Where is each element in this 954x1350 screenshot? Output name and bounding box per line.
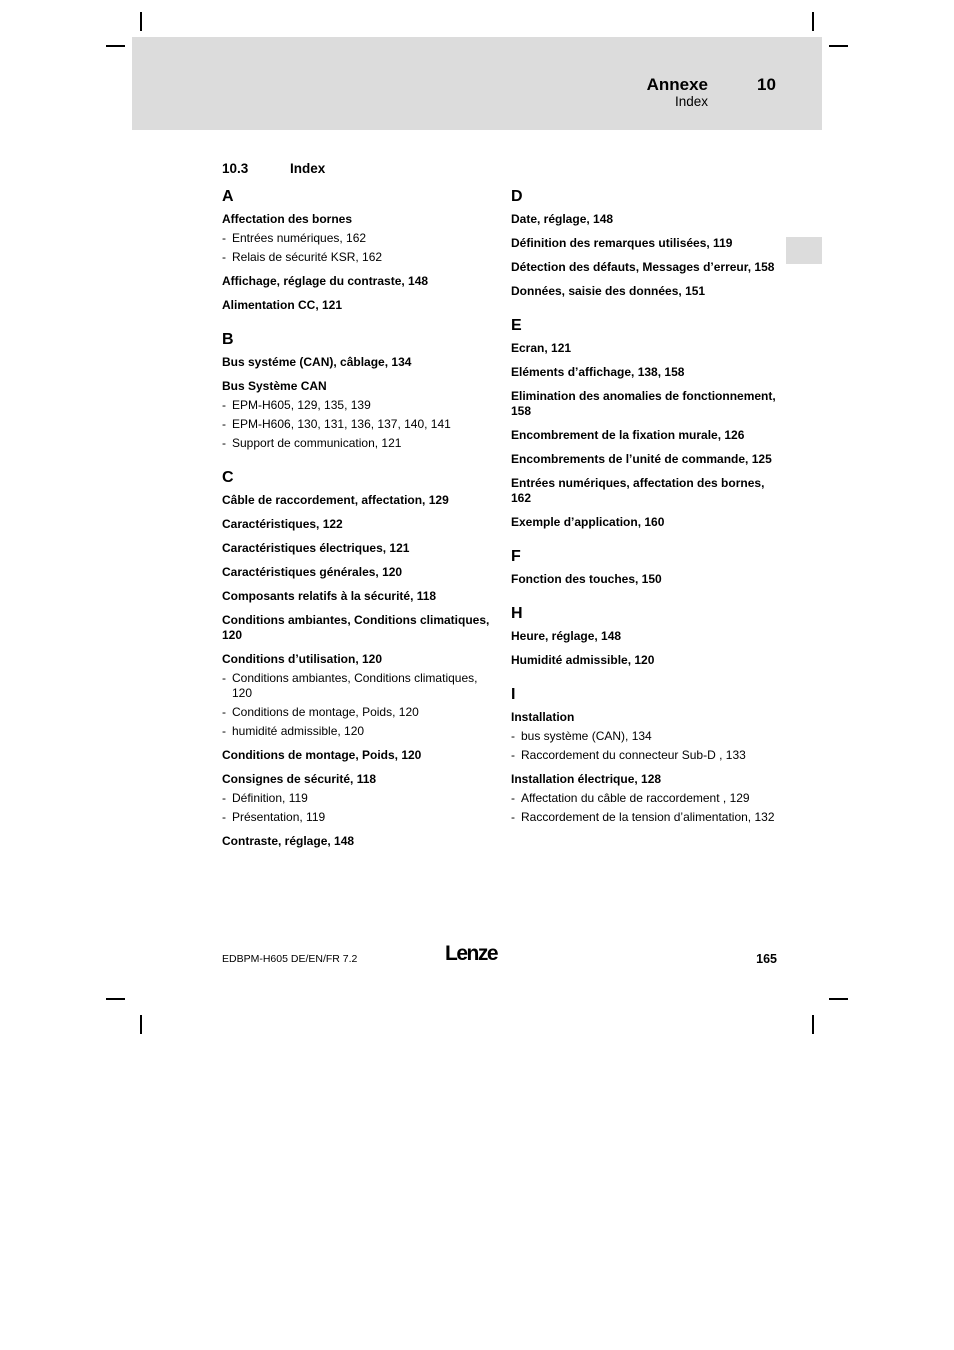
index-letter-heading: E bbox=[511, 317, 522, 334]
index-entry: Affectation des bornes bbox=[222, 212, 353, 226]
index-subentry: - EPM-H605, 129, 135, 139 bbox=[222, 398, 494, 413]
index-letter-heading: F bbox=[511, 548, 521, 565]
section-title: Index bbox=[290, 161, 326, 176]
index-entry: Composants relatifs à la sécurité, 118 bbox=[222, 589, 437, 603]
chapter-side-tab bbox=[786, 237, 822, 264]
index-letter-heading: B bbox=[222, 331, 234, 348]
crop-mark-bottom-left-horizontal bbox=[106, 998, 125, 1000]
index-entry: Entrées numériques, affectation des bornes, 162 bbox=[511, 476, 765, 505]
index-letter-heading: C bbox=[222, 469, 234, 486]
header-band bbox=[132, 37, 822, 130]
index-entry: Définition des remarques utilisées, 119 bbox=[511, 236, 733, 250]
index-subentry: - humidité admissible, 120 bbox=[222, 724, 494, 739]
crop-mark-top-right-horizontal bbox=[829, 45, 848, 47]
index-entry: Elimination des anomalies de fonctionnement, 158 bbox=[511, 389, 776, 418]
index-entry: Caractéristiques électriques, 121 bbox=[222, 541, 410, 555]
index-entry: Eléments d’affichage, 138, 158 bbox=[511, 365, 685, 379]
index-entry: Exemple d’application, 160 bbox=[511, 515, 665, 529]
index-entry: Câble de raccordement, affectation, 129 bbox=[222, 493, 449, 507]
crop-mark-bottom-left-vertical bbox=[140, 1015, 142, 1034]
index-entry: Contraste, réglage, 148 bbox=[222, 834, 355, 848]
lenze-logo: Lenze bbox=[445, 942, 498, 965]
crop-mark-top-left-vertical bbox=[140, 12, 142, 31]
crop-mark-bottom-right-horizontal bbox=[829, 998, 848, 1000]
index-column-left bbox=[222, 187, 494, 849]
page-number: 165 bbox=[756, 952, 777, 966]
crop-mark-top-left-horizontal bbox=[106, 45, 125, 47]
index-subentry: - Conditions ambiantes, Conditions climatiques, 120 bbox=[222, 671, 494, 701]
index-entry: Fonction des touches, 150 bbox=[511, 572, 662, 586]
index-entry: Caractéristiques, 122 bbox=[222, 517, 343, 531]
index-entry: Bus Système CAN bbox=[222, 379, 327, 393]
index-entry: Date, réglage, 148 bbox=[511, 212, 614, 226]
index-subentry: - Raccordement du connecteur Sub-D , 133 bbox=[511, 748, 779, 763]
index-subentry: - Présentation, 119 bbox=[222, 810, 494, 825]
index-entry: Encombrements de l’unité de commande, 125 bbox=[511, 452, 772, 466]
index-entry: Consignes de sécurité, 118 bbox=[222, 772, 377, 786]
index-entry: Heure, réglage, 148 bbox=[511, 629, 622, 643]
index-subentry: - Entrées numériques, 162 bbox=[222, 231, 494, 246]
index-entry: Conditions d’utilisation, 120 bbox=[222, 652, 383, 666]
index-entry: Conditions de montage, Poids, 120 bbox=[222, 748, 422, 762]
index-subentry: - Relais de sécurité KSR, 162 bbox=[222, 250, 494, 265]
index-letter-heading: H bbox=[511, 605, 523, 622]
index-entry: Ecran, 121 bbox=[511, 341, 572, 355]
index-subentry: - Affectation du câble de raccordement , 129 bbox=[511, 791, 779, 806]
chapter-title: Annexe bbox=[646, 75, 708, 94]
chapter-subtitle: Index bbox=[674, 94, 708, 109]
index-column-right bbox=[511, 187, 779, 825]
crop-mark-bottom-right-vertical bbox=[812, 1015, 814, 1034]
index-entry: Installation électrique, 128 bbox=[511, 772, 662, 786]
index-letter-heading: A bbox=[222, 188, 234, 205]
index-subentry: - bus système (CAN), 134 bbox=[511, 729, 779, 744]
crop-mark-top-right-vertical bbox=[812, 12, 814, 31]
index-subentry: - Définition, 119 bbox=[222, 791, 494, 806]
chapter-number: 10 bbox=[757, 75, 776, 94]
index-letter-heading: I bbox=[511, 686, 516, 703]
index-entry: Détection des défauts, Messages d’erreur, 158 bbox=[511, 260, 775, 274]
index-entry: Caractéristiques générales, 120 bbox=[222, 565, 403, 579]
index-entry: Encombrement de la fixation murale, 126 bbox=[511, 428, 745, 442]
index-subentry: - Raccordement de la tension d’alimentation, 132 bbox=[511, 810, 779, 825]
index-entry: Bus systéme (CAN), câblage, 134 bbox=[222, 355, 412, 369]
index-entry: Humidité admissible, 120 bbox=[511, 653, 655, 667]
index-entry: Conditions ambiantes, Conditions climatiques, 120 bbox=[222, 613, 490, 642]
index-letter-heading: D bbox=[511, 188, 523, 205]
index-subentry: - Support de communication, 121 bbox=[222, 436, 494, 451]
index-subentry: - EPM-H606, 130, 131, 136, 137, 140, 141 bbox=[222, 417, 494, 432]
index-subentry: - Conditions de montage, Poids, 120 bbox=[222, 705, 494, 720]
document-code: EDBPM-H605 DE/EN/FR 7.2 bbox=[222, 953, 358, 965]
index-entry: Affichage, réglage du contraste, 148 bbox=[222, 274, 429, 288]
index-entry: Données, saisie des données, 151 bbox=[511, 284, 706, 298]
section-number: 10.3 bbox=[222, 161, 249, 176]
index-entry: Installation bbox=[511, 710, 575, 724]
index-entry: Alimentation CC, 121 bbox=[222, 298, 343, 312]
